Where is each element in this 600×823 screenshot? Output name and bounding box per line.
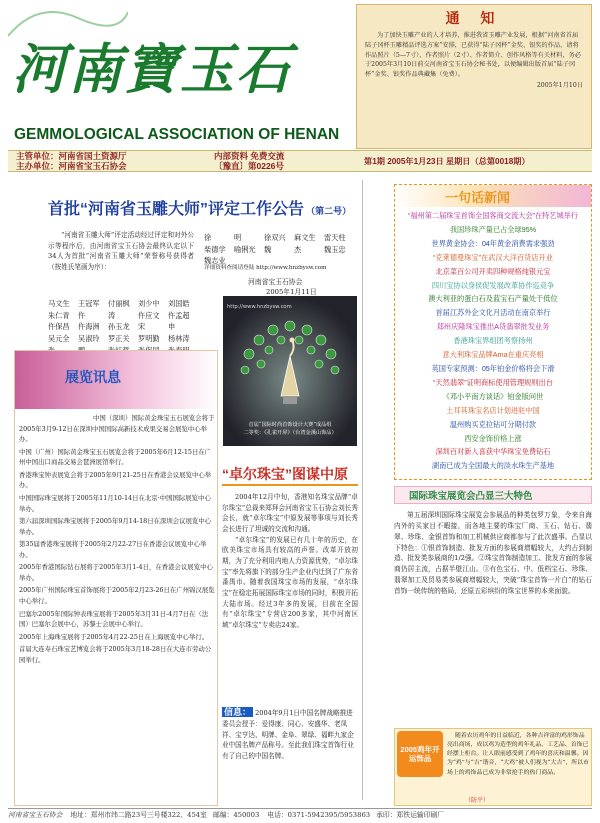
list-item: 中国（广州）国际黄金珠宝玉石展览会将于2005年6月12-15日在广州中国出口商品交易会琶洲展馆举行。: [19, 447, 212, 467]
footer-phone: 电话：0371-5942395/5953863: [267, 810, 371, 819]
peacock-url: http://www.hnzbysw.com: [227, 304, 292, 310]
article1-subtitle: （第二号）: [306, 206, 352, 216]
news-section: [394, 184, 592, 480]
host-unit: 主办单位：河南省宝玉石协会: [16, 161, 127, 171]
news-item: 温州购买克拉钻可分期付款: [449, 419, 537, 429]
article1-org: 河南省宝玉石协会: [248, 278, 303, 286]
info-label: 信息：: [224, 707, 252, 717]
list-item: 第35届香港珠宝展将于2005年2月22-27日在香港会议展览中心举办。: [19, 540, 207, 559]
list-item: 首届大连寿石珠宝艺博览会将于2005年3月18-28日在大连市劳动公园举行。: [19, 645, 212, 664]
exhibitions-section: [14, 350, 218, 806]
footer: [8, 808, 592, 822]
footer-postcode: 邮编：450003: [212, 810, 260, 819]
article1-body: “河南省玉雕大师”评定活动经过评定和对外公示等程序后，由河南省宝玉石协会最终认定以下34人为首批“河南省玉雕大师”荣誉称号获得者（按姓氏笔画为序）：: [48, 231, 194, 272]
list-item: 巴塞尔2005年国际钟表珠宝展将于2005年3月31日-4月7日在（法国）巴塞尔会展中心，苏黎士会展中心举行。: [19, 609, 209, 629]
column-divider: [362, 180, 363, 800]
list-item: 中国（深圳）国际黄金珠宝玉石展览会将于2005年3月9-12日在深圳中国国际高新技术成果交易会展览中心举办。: [19, 414, 215, 444]
list-item: 第六届深圳国际珠宝展将于2005年9月14-18日在深圳会议展览中心举办。: [19, 517, 212, 536]
chicken-box: [394, 728, 592, 806]
news-item: 澳大利亚的蛋白石及蓝宝石产量处于低位: [428, 294, 558, 304]
footer-address: 地址：郑州市纬二路23号三号楼322、454室: [70, 810, 207, 819]
exhibitions-list: [19, 413, 215, 665]
news-item: “克莱德曼珠宝”在武汉大洋百货店开业: [433, 252, 553, 262]
exhibitions-title: 展览讯息: [65, 369, 121, 385]
news-title: 一句话新闻: [445, 190, 511, 205]
news-item: 世界黄金协会：04年黄金消费需求强劲: [431, 238, 555, 248]
notice-box: [356, 4, 592, 149]
notice-date: 2005年1月10日: [536, 82, 583, 90]
footer-org: 河南省宝玉石协会: [8, 810, 63, 819]
news-item: “福州第二届珠宝首饰全国客商交流大会”在特艺城举行: [407, 211, 579, 220]
info-item: [222, 706, 358, 762]
notice-body: 为了加快玉雕产业的人才培养，推进我省玉雕产业发展，根据“河南省首届陆子冈杯玉雕精品评选方案”安排，已获得“陆子冈杯”金奖、银奖的作品，请将作品照片（5—7寸）、作者照片（2寸）、作者简介、创作风格等有关材料，务必于2005年3月10日前交河南省宝玉石协会秘书处，以便编辑出版首届“陆子冈杯”金奖、银奖作品典藏集（免费）。: [365, 32, 581, 78]
chicken-source: （防平）: [465, 797, 490, 804]
article1-names: 马文生 王冠军 付丽枫 刘少中 刘国皓朱仁青 仵 涛 仵应文 仵孟超仵保昌 仵海洲 孙玉龙 宋 申吴元全 吴淑玲 罗正关 罗明勤 杨林涛: [48, 299, 190, 343]
news-item: 北京菜百公司开卖四种规格纯银元宝: [435, 266, 551, 276]
chicken-title-box: [397, 731, 443, 777]
news-item: 西安金饰价格上涨: [464, 433, 522, 443]
notice-title: 通 知: [445, 11, 503, 27]
exhibitions-banner: [15, 351, 217, 409]
article1-site: 详细资料查阅请登陆 http://www.hnzbysw.com: [204, 265, 327, 271]
article2-title: “卓尔珠宝”图谋中原: [222, 466, 348, 482]
sponsor-unit: 主管单位：河南省国土资源厅: [16, 151, 127, 161]
issue-info: 第1期 2005年1月23日 星期日（总第0018期）: [364, 157, 530, 166]
list-item: 2005年上海珠宝展将于2005年4月22-25日在上海展览中心举行。: [19, 632, 209, 641]
list-item: 香港珠宝钟表展览会将于2005年9月21-25日在香港会议展览中心举办。: [19, 470, 212, 490]
news-item: 香港珠宝界组团考察扬州: [453, 336, 533, 346]
chicken-title: 2005鸡年开运饰品: [400, 745, 440, 763]
article1-names-right: 徐 明 徐双兴 麻文生 雷天柱柴德学 喻俐光 魏 杰 魏玉忠魏志业: [204, 233, 346, 266]
list-item: 中国国际珠宝展将于2005年11月10-14日在北京·中国国际展览中心举办。: [19, 493, 211, 513]
info-body: 2004年9月1日中国名牌战略推进委员会授予：爱得康、同心、安盛华、老凤祥、宝亨达、明牌、金阜、翠绿、福畔九家企业中国名牌产品称号。至此我们珠宝首饰行业有了自己的中国名牌。: [222, 709, 354, 761]
news-item: 英国专家预测：05年铂金价格将会下滑: [431, 363, 555, 373]
article2-header: [222, 464, 358, 486]
article1-date: 2005年1月11日: [266, 288, 317, 296]
news-item: 土耳其珠宝名店计划进驻中国: [446, 405, 540, 415]
masthead-title-en: GEMMOLOGICAL ASSOCIATION OF HENAN: [14, 126, 340, 143]
masthead: [8, 6, 348, 150]
info-bar: [8, 150, 592, 172]
news-item: “天然翡翠”证明商标使用管理规则出台: [433, 377, 553, 387]
list-item: 2005年香港国际钻石展将于2005年3月1-4日，在香港会议展览中心举办。: [19, 563, 213, 582]
footer-printer: 承印：郑铁运输印刷厂: [376, 810, 445, 819]
news-item: 四川宝协以身侯促发展改革协作巡竞争: [431, 280, 555, 290]
news-banner: [395, 185, 591, 207]
article3-body: 第五届深圳国际珠宝展览会参展品的种类包罗万象，令来自海内外的买家目不暇接，而各地主要的珠宝厂商、玉石、钻石、翡翠、珍珠、金银首饰和加工机械供应商都参与了此次盛事。凸显以下特色：①银首饰制造、批发方面的参展商增幅较大，大约占到制造、批发类参展商的1/2强。②珠宝首饰制造加工、批发方面的参展商仍居主流，占据半壁江山。③有色宝石、中、低档宝石、珍珠、翡翠加工及贸易类参展商增幅较大，突破“珠宝首饰一片白”的钻石首饰一统传统的格局，还原五彩缤纷的珠宝世界的本来面貌。: [394, 511, 593, 595]
article1-title: 首批“河南省玉雕大师”评定工作公告: [48, 201, 305, 218]
internal-note: 内部资料 免费交流: [214, 151, 285, 161]
masthead-title-cn: 河南寶玉石: [12, 37, 292, 101]
news-item: 首届江苏外企文化月活动在南京举行: [435, 308, 551, 318]
article1-headline: [48, 198, 351, 221]
list-item: 2005年广州国际珠宝首饰展将于2005年2月23-26日在广州锦汉展览中心举行。: [19, 586, 215, 605]
news-list: [395, 209, 591, 473]
chicken-body: 随着农历鸡年的日益临近，各种吉祥富的鸡形饰品亮出商场，成以鸡为造型的鸡年礼品、工艺品、首饰已经摆上柜台。让人眼前感受到了鸡年的喜庆和温馨。因为“鸡”与“吉”谐音，“大鸡”被人们视为“大吉”，所以市场上的鸡饰品已成为非常抢手的热门商品。: [447, 733, 589, 776]
news-item: 深圳百对新人喜获中华珠宝免费钻石: [435, 447, 551, 457]
news-item: 我国珍珠产量已占全球95%: [449, 224, 537, 234]
article3-header: [394, 486, 592, 504]
article3-title: 国际珠宝展览会凸显三大特色: [409, 491, 533, 502]
peacock-caption: 首届“国际时尚首饰设计大赛”成品组 二等奖：《孔雀开屏》（台湾金溪山饰品）: [243, 422, 337, 436]
news-item: 湖南已成为全国最大的淡水珠生产基地: [431, 461, 555, 471]
news-item: 意大利珠宝品牌Ama在重庆亮相: [442, 350, 544, 360]
permit-number: 〔豫直〕第0226号: [214, 161, 284, 171]
peacock-photo: [223, 296, 357, 446]
article2-body: 2004年12月中旬，香港知名珠宝品牌“卓尔珠宝”总裁来郑拜会河南省宝玉石协会刘长秀会长，就“卓尔珠宝”中原发展等事项与刘长秀会长进行了坦诚的交流和沟通。 “卓尔珠宝”的发展已有几十年的历史，在欧美珠宝市场具有较高的声誉。改革开放初期，为了充分利用内地人力资源优势，“卓尔珠宝”率先将旗下的部分生产企业内迁到了广东省番禺市。随着我国珠宝市场的发展，“卓尔珠宝”在稳定拓展国际珠宝市场的同时，积极开拓大陆市场。经过3年多的发展，目前在全国有“卓尔珠宝”专营店200多家，其中河南区域“卓尔珠宝”专卖店24家。: [222, 493, 358, 630]
news-item: 《邓小平南方谈话》铂金版问世: [442, 391, 544, 401]
news-item: 郑州庆隆珠宝推出A货翡翠批发业务: [436, 322, 550, 332]
